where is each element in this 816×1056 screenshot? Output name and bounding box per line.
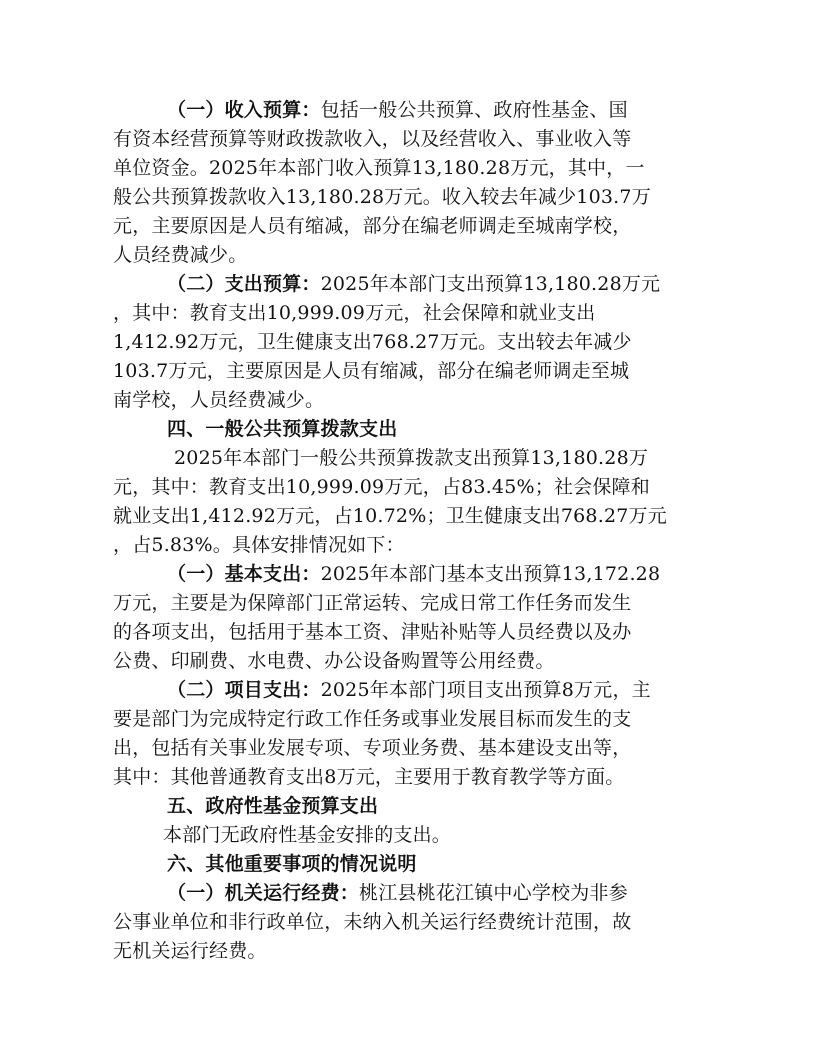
project-expense-heading: （二）项目支出： — [167, 679, 321, 701]
basic-expense-heading: （一）基本支出： — [167, 563, 321, 585]
project-expense-line-3: 出，包括有关事业发展专项、专项业务费、基本建设支出等， — [113, 737, 632, 759]
section-4-line-2: 元，其中：教育支出10,999.09万元，占83.45%；社会保障和 — [113, 476, 650, 498]
operating-cost-line-1: （一）机关运行经费：桃江县桃花江镇中心学校为非参 — [167, 882, 628, 904]
expense-budget-line-4: 103.7万元，主要原因是人员有缩减，部分在编老师调走至城 — [113, 360, 630, 382]
income-budget-line-1: （一）收入预算：包括一般公共预算、政府性基金、国 — [167, 99, 628, 121]
basic-expense-line-4: 公费、印刷费、水电费、办公设备购置等公用经费。 — [113, 650, 555, 672]
operating-cost-heading: （一）机关运行经费： — [167, 882, 360, 904]
income-budget-heading: （一）收入预算： — [167, 99, 321, 121]
basic-expense-line-2: 万元，主要是为保障部门正常运转、完成日常工作任务而发生 — [113, 592, 632, 614]
income-budget-line-4: 般公共预算拨款收入13,180.28万元。收入较去年减少103.7万 — [113, 186, 651, 208]
project-expense-line-4: 其中：其他普通教育支出8万元，主要用于教育教学等方面。 — [113, 766, 625, 788]
section-4-heading: 四、一般公共预算拨款支出 — [167, 418, 398, 440]
expense-budget-heading: （二）支出预算： — [167, 273, 321, 295]
operating-cost-line-2: 公事业单位和非行政单位，未纳入机关运行经费统计范围，故 — [113, 911, 632, 933]
basic-expense-line-1: （一）基本支出：2025年本部门基本支出预算13,172.28 — [167, 563, 661, 585]
operating-cost-line-3: 无机关运行经费。 — [113, 940, 267, 962]
section-4-line-1: 2025年本部门一般公共预算拨款支出预算13,180.28万 — [174, 447, 649, 469]
project-expense-line-1: （二）项目支出：2025年本部门项目支出预算8万元，主 — [167, 679, 651, 701]
income-budget-line-6: 人员经费减少。 — [113, 244, 248, 266]
basic-expense-line-3: 的各项支出，包括用于基本工资、津贴补贴等人员经费以及办 — [113, 621, 632, 643]
expense-budget-line-5: 南学校，人员经费减少。 — [113, 389, 325, 411]
section-5-heading: 五、政府性基金预算支出 — [167, 795, 379, 817]
project-expense-line-2: 要是部门为完成特定行政工作任务或事业发展目标而发生的支 — [113, 708, 632, 730]
section-6-heading: 六、其他重要事项的情况说明 — [167, 853, 417, 875]
section-5-text: 本部门无政府性基金安排的支出。 — [163, 824, 452, 846]
section-4-line-4: ，占5.83%。具体安排情况如下： — [113, 534, 405, 556]
section-4-line-3: 就业支出1,412.92万元，占10.72%；卫生健康支出768.27万元 — [113, 505, 667, 527]
income-budget-line-3: 单位资金。2025年本部门收入预算13,180.28万元，其中，一 — [113, 157, 645, 179]
expense-budget-line-3: 1,412.92万元，卫生健康支出768.27万元。支出较去年减少 — [113, 331, 632, 353]
expense-budget-line-2: ，其中：教育支出10,999.09万元，社会保障和就业支出 — [113, 302, 596, 324]
expense-budget-line-1: （二）支出预算：2025年本部门支出预算13,180.28万元 — [167, 273, 661, 295]
income-budget-line-2: 有资本经营预算等财政拨款收入，以及经营收入、事业收入等 — [113, 128, 632, 150]
income-budget-line-5: 元，主要原因是人员有缩减，部分在编老师调走至城南学校， — [113, 215, 632, 237]
